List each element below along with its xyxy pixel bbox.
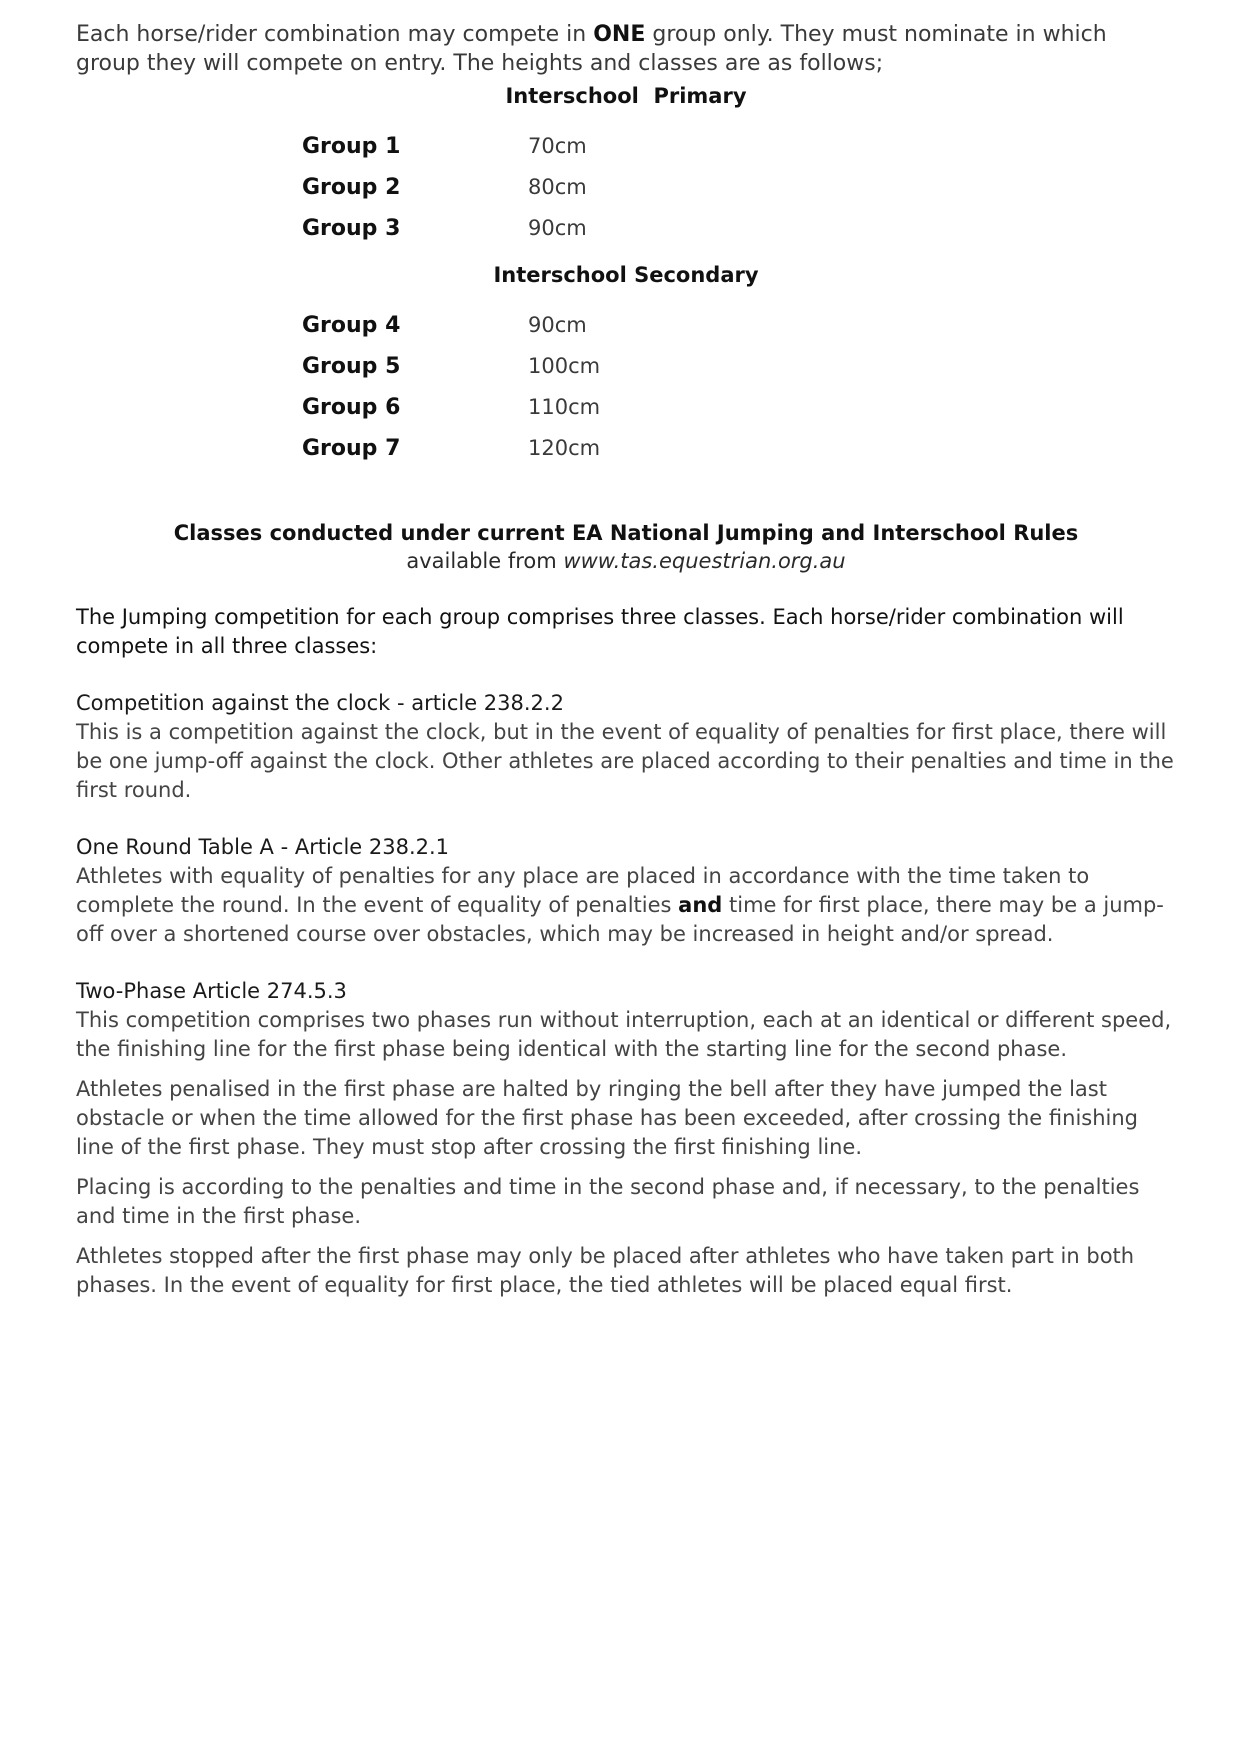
group-row (302, 216, 1240, 257)
class-section (76, 977, 1176, 1300)
group-row (302, 354, 1240, 395)
intro-paragraph (76, 20, 1176, 78)
group-row (302, 134, 1240, 175)
class-section (76, 689, 1176, 805)
class-heading: Two-Phase Article 274.5.3 (76, 979, 347, 1003)
group-name: Group 2 (302, 175, 401, 200)
group-name: Group 3 (302, 216, 401, 241)
competition-intro: The Jumping competition for each group comprises three classes. Each horse/rider combination will compete in all three classes: (76, 605, 1124, 658)
group-height: 110cm (528, 395, 601, 419)
rules-website-link[interactable]: www.tas.equestrian.org.au (563, 549, 846, 573)
class-description: Athletes penalised in the first phase are halted by ringing the bell after they have jumped the last obstacle or when the time allowed for the first phase has been exceeded, after crossing the finishing line of the first phase. They must stop after crossing the first finishing line. (76, 1077, 1138, 1159)
secondary-section-title: Interschool Secondary (493, 263, 759, 287)
rules-block (76, 521, 1176, 573)
class-description: This competition comprises two phases run without interruption, each at an identical or different speed, the finishing line for the first phase being identical with the starting line for the second phase. (76, 1008, 1172, 1061)
group-name: Group 7 (302, 436, 401, 461)
class-description: This is a competition against the clock, but in the event of equality of penalties for first place, there will be one jump-off against the clock. Other athletes are placed according to their penalties and time in the first round. (76, 720, 1174, 802)
document-page (76, 20, 1176, 1300)
class-heading: Competition against the clock - article 238.2.2 (76, 691, 564, 715)
primary-groups-table (302, 134, 1240, 257)
group-name: Group 4 (302, 313, 401, 338)
rules-availability (76, 549, 1176, 573)
class-description-start: Athletes with equality of penalties for any place are placed in accordance with the time taken to complete the round. In the event of equality of penalties (76, 864, 1090, 917)
group-row (302, 436, 1240, 477)
group-name: Group 5 (302, 354, 401, 379)
group-name: Group 6 (302, 395, 401, 420)
group-height: 90cm (528, 313, 587, 337)
group-name: Group 1 (302, 134, 401, 159)
group-row (302, 313, 1240, 354)
class-section (76, 833, 1176, 949)
primary-section-title: Interschool Primary (505, 84, 747, 108)
intro-text-start: Each horse/rider combination may compete in (76, 22, 594, 47)
intro-emphasis: ONE (593, 22, 646, 47)
group-height: 80cm (528, 175, 587, 199)
class-description (76, 862, 1176, 949)
group-row (302, 395, 1240, 436)
intro-text-end: group only. They must nominate in which group they will compete on entry. The heights and classes are as follows; (76, 22, 1107, 76)
group-height: 100cm (528, 354, 601, 378)
group-height: 90cm (528, 216, 587, 240)
secondary-groups-table (302, 313, 1240, 477)
class-description: Placing is according to the penalties and time in the second phase and, if necessary, to the penalties and time in the first phase. (76, 1175, 1140, 1228)
rules-title: Classes conducted under current EA National Jumping and Interschool Rules (173, 521, 1079, 545)
class-description-end: time for first place, there may be a jump-off over a shortened course over obstacles, which may be increased in height and/or spread. (76, 893, 1164, 946)
class-heading: One Round Table A - Article 238.2.1 (76, 835, 450, 859)
group-height: 70cm (528, 134, 587, 158)
group-row (302, 175, 1240, 216)
group-height: 120cm (528, 436, 601, 460)
class-description: Athletes stopped after the first phase may only be placed after athletes who have taken part in both phases. In the event of equality for first place, the tied athletes will be placed equal first. (76, 1244, 1135, 1297)
rules-available-prefix: available from (406, 549, 564, 573)
class-description-emphasis: and (678, 893, 723, 917)
